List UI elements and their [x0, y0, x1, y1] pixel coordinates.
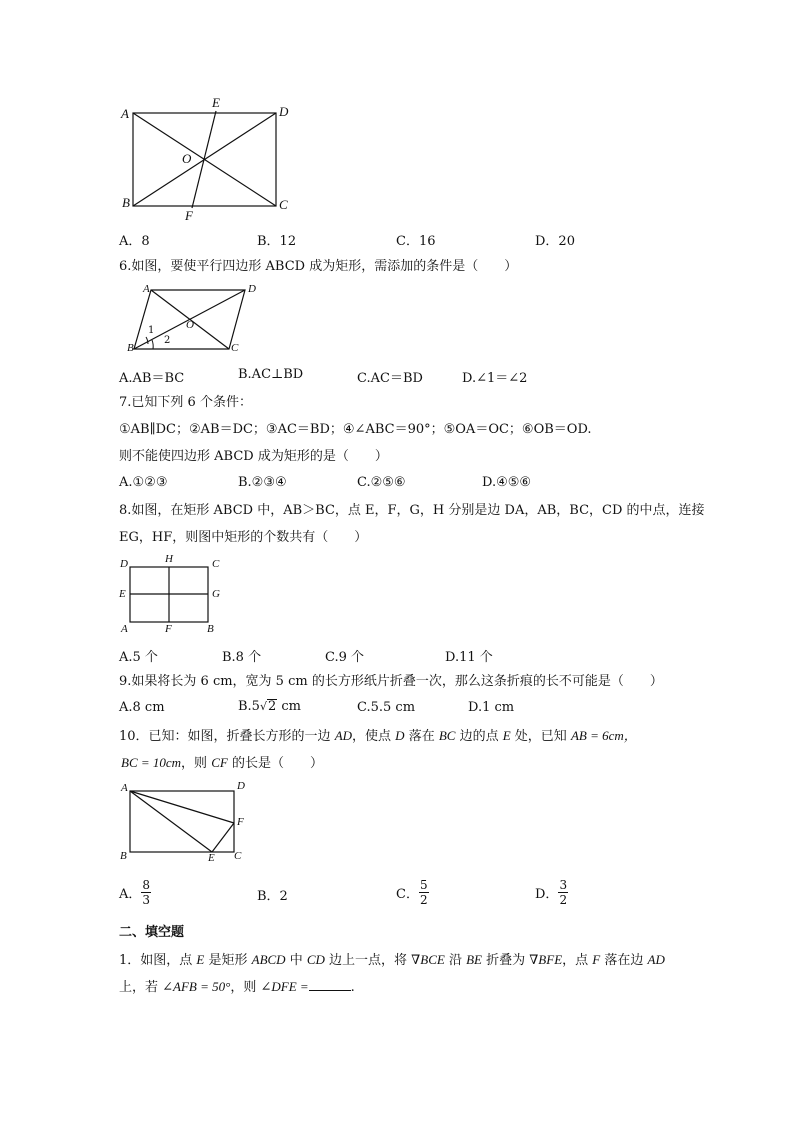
q8-line-2: EG，HF，则图中矩形的个数共有（ ）	[119, 530, 368, 545]
label-C: C	[279, 197, 288, 212]
answer-blank[interactable]	[309, 978, 351, 991]
q8-label-D: D	[120, 558, 128, 570]
q8-label-E: E	[119, 588, 126, 600]
q7-option-b[interactable]: B.②③④	[238, 475, 287, 490]
q7-option-c[interactable]: C.②⑤⑥	[357, 475, 406, 490]
q8-label-C: C	[212, 558, 220, 570]
q6-option-a[interactable]: A.AB＝BC	[119, 371, 185, 386]
q10-label-D: D	[237, 780, 245, 792]
q8-label-B: B	[207, 623, 214, 635]
q8-option-b[interactable]: B.8 个	[222, 650, 262, 665]
fill1-line-1: 1．如图，点 E 是矩形 ABCD 中 CD 边上一点，将 ∇BCE 沿 BE 折叠为 ∇BFE，点 F 落在边 AD	[119, 952, 665, 968]
q6-label-angle-1: 1	[148, 325, 155, 336]
q8-option-d[interactable]: D.11 个	[445, 650, 493, 665]
q6-label-C: C	[231, 342, 239, 354]
fill1-line-2: 上，若 ∠AFB = 50°，则 ∠DFE = .	[119, 979, 355, 995]
q10-option-b[interactable]: B．2	[257, 889, 288, 904]
q10-line-2: BC = 10cm，则 CF 的长是（ ）	[121, 755, 323, 771]
q6-label-O: O	[186, 319, 194, 331]
q7-option-a[interactable]: A.①②③	[119, 475, 168, 490]
q6-label-angle-2: 2	[164, 335, 171, 346]
q8-label-F: F	[165, 623, 172, 635]
label-O: O	[182, 151, 192, 166]
q9-text: 9.如果将长为 6 cm，宽为 5 cm 的长方形纸片折叠一次，那么这条折痕的长不可能是（ ）	[119, 674, 663, 689]
q5-option-c[interactable]: C．16	[396, 234, 436, 249]
q5-option-a[interactable]: A．8	[119, 234, 150, 249]
q6-option-b[interactable]: B.AC⊥BD	[238, 367, 304, 382]
q8-option-c[interactable]: C.9 个	[325, 650, 365, 665]
q5-option-d[interactable]: D．20	[535, 234, 575, 249]
q6-label-A: A	[143, 283, 150, 295]
q7-question: 则不能使四边形 ABCD 成为矩形的是（ ）	[119, 449, 388, 464]
q10-label-F: F	[237, 816, 244, 828]
q10-option-c[interactable]: C． $\frac{5}{2}$	[396, 878, 428, 907]
q10-label-E: E	[208, 852, 215, 864]
label-E: E	[212, 95, 220, 110]
q8-label-G: G	[212, 588, 220, 600]
section-title: 二、填空题	[119, 925, 185, 940]
q6-label-B: B	[127, 342, 134, 354]
label-F: F	[185, 208, 193, 223]
q8-option-a[interactable]: A.5 个	[119, 650, 158, 665]
q5-option-b[interactable]: B．12	[257, 234, 297, 249]
q10-line-1: 10．已知：如图，折叠长方形的一边 AD，使点 D 落在 BC 边的点 E 处，已知 AB = 6cm，	[119, 728, 637, 744]
label-D: D	[279, 104, 289, 119]
q6-option-c[interactable]: C.AC＝BD	[357, 371, 423, 386]
label-A: A	[121, 106, 129, 121]
q9-option-a[interactable]: A.8 cm	[119, 700, 165, 715]
q10-option-d[interactable]: D． $\frac{3}{2}$	[535, 878, 568, 907]
q6-option-d[interactable]: D.∠1＝∠2	[462, 371, 528, 386]
q8-label-H: H	[165, 553, 173, 565]
q9-option-d[interactable]: D.1 cm	[468, 700, 515, 715]
q7-text: 7.已知下列 6 个条件：	[119, 395, 252, 410]
q10-label-C: C	[234, 850, 242, 862]
q9-option-c[interactable]: C.5.5 cm	[357, 700, 416, 715]
q10-label-B: B	[120, 850, 127, 862]
q7-conditions: ①AB∥DC；②AB＝DC；③AC＝BD；④∠ABC＝90°；⑤OA＝OC；⑥OB＝OD.	[119, 422, 592, 437]
q8-label-A: A	[121, 623, 128, 635]
q7-option-d[interactable]: D.④⑤⑥	[482, 475, 532, 490]
q10-label-A: A	[121, 782, 128, 794]
q6-text: 6.如图，要使平行四边形 ABCD 成为矩形，需添加的条件是（ ）	[119, 259, 518, 274]
q6-label-D: D	[248, 283, 256, 295]
q8-line-1: 8.如图，在矩形 ABCD 中，AB＞BC，点 E，F，G，H 分别是边 DA，AB，BC，CD 的中点，连接	[119, 503, 705, 518]
q10-option-a[interactable]: A． $\frac{8}{3}$	[119, 878, 151, 907]
label-B: B	[122, 195, 130, 210]
q9-option-b[interactable]: B.5√2 cm	[238, 699, 302, 714]
